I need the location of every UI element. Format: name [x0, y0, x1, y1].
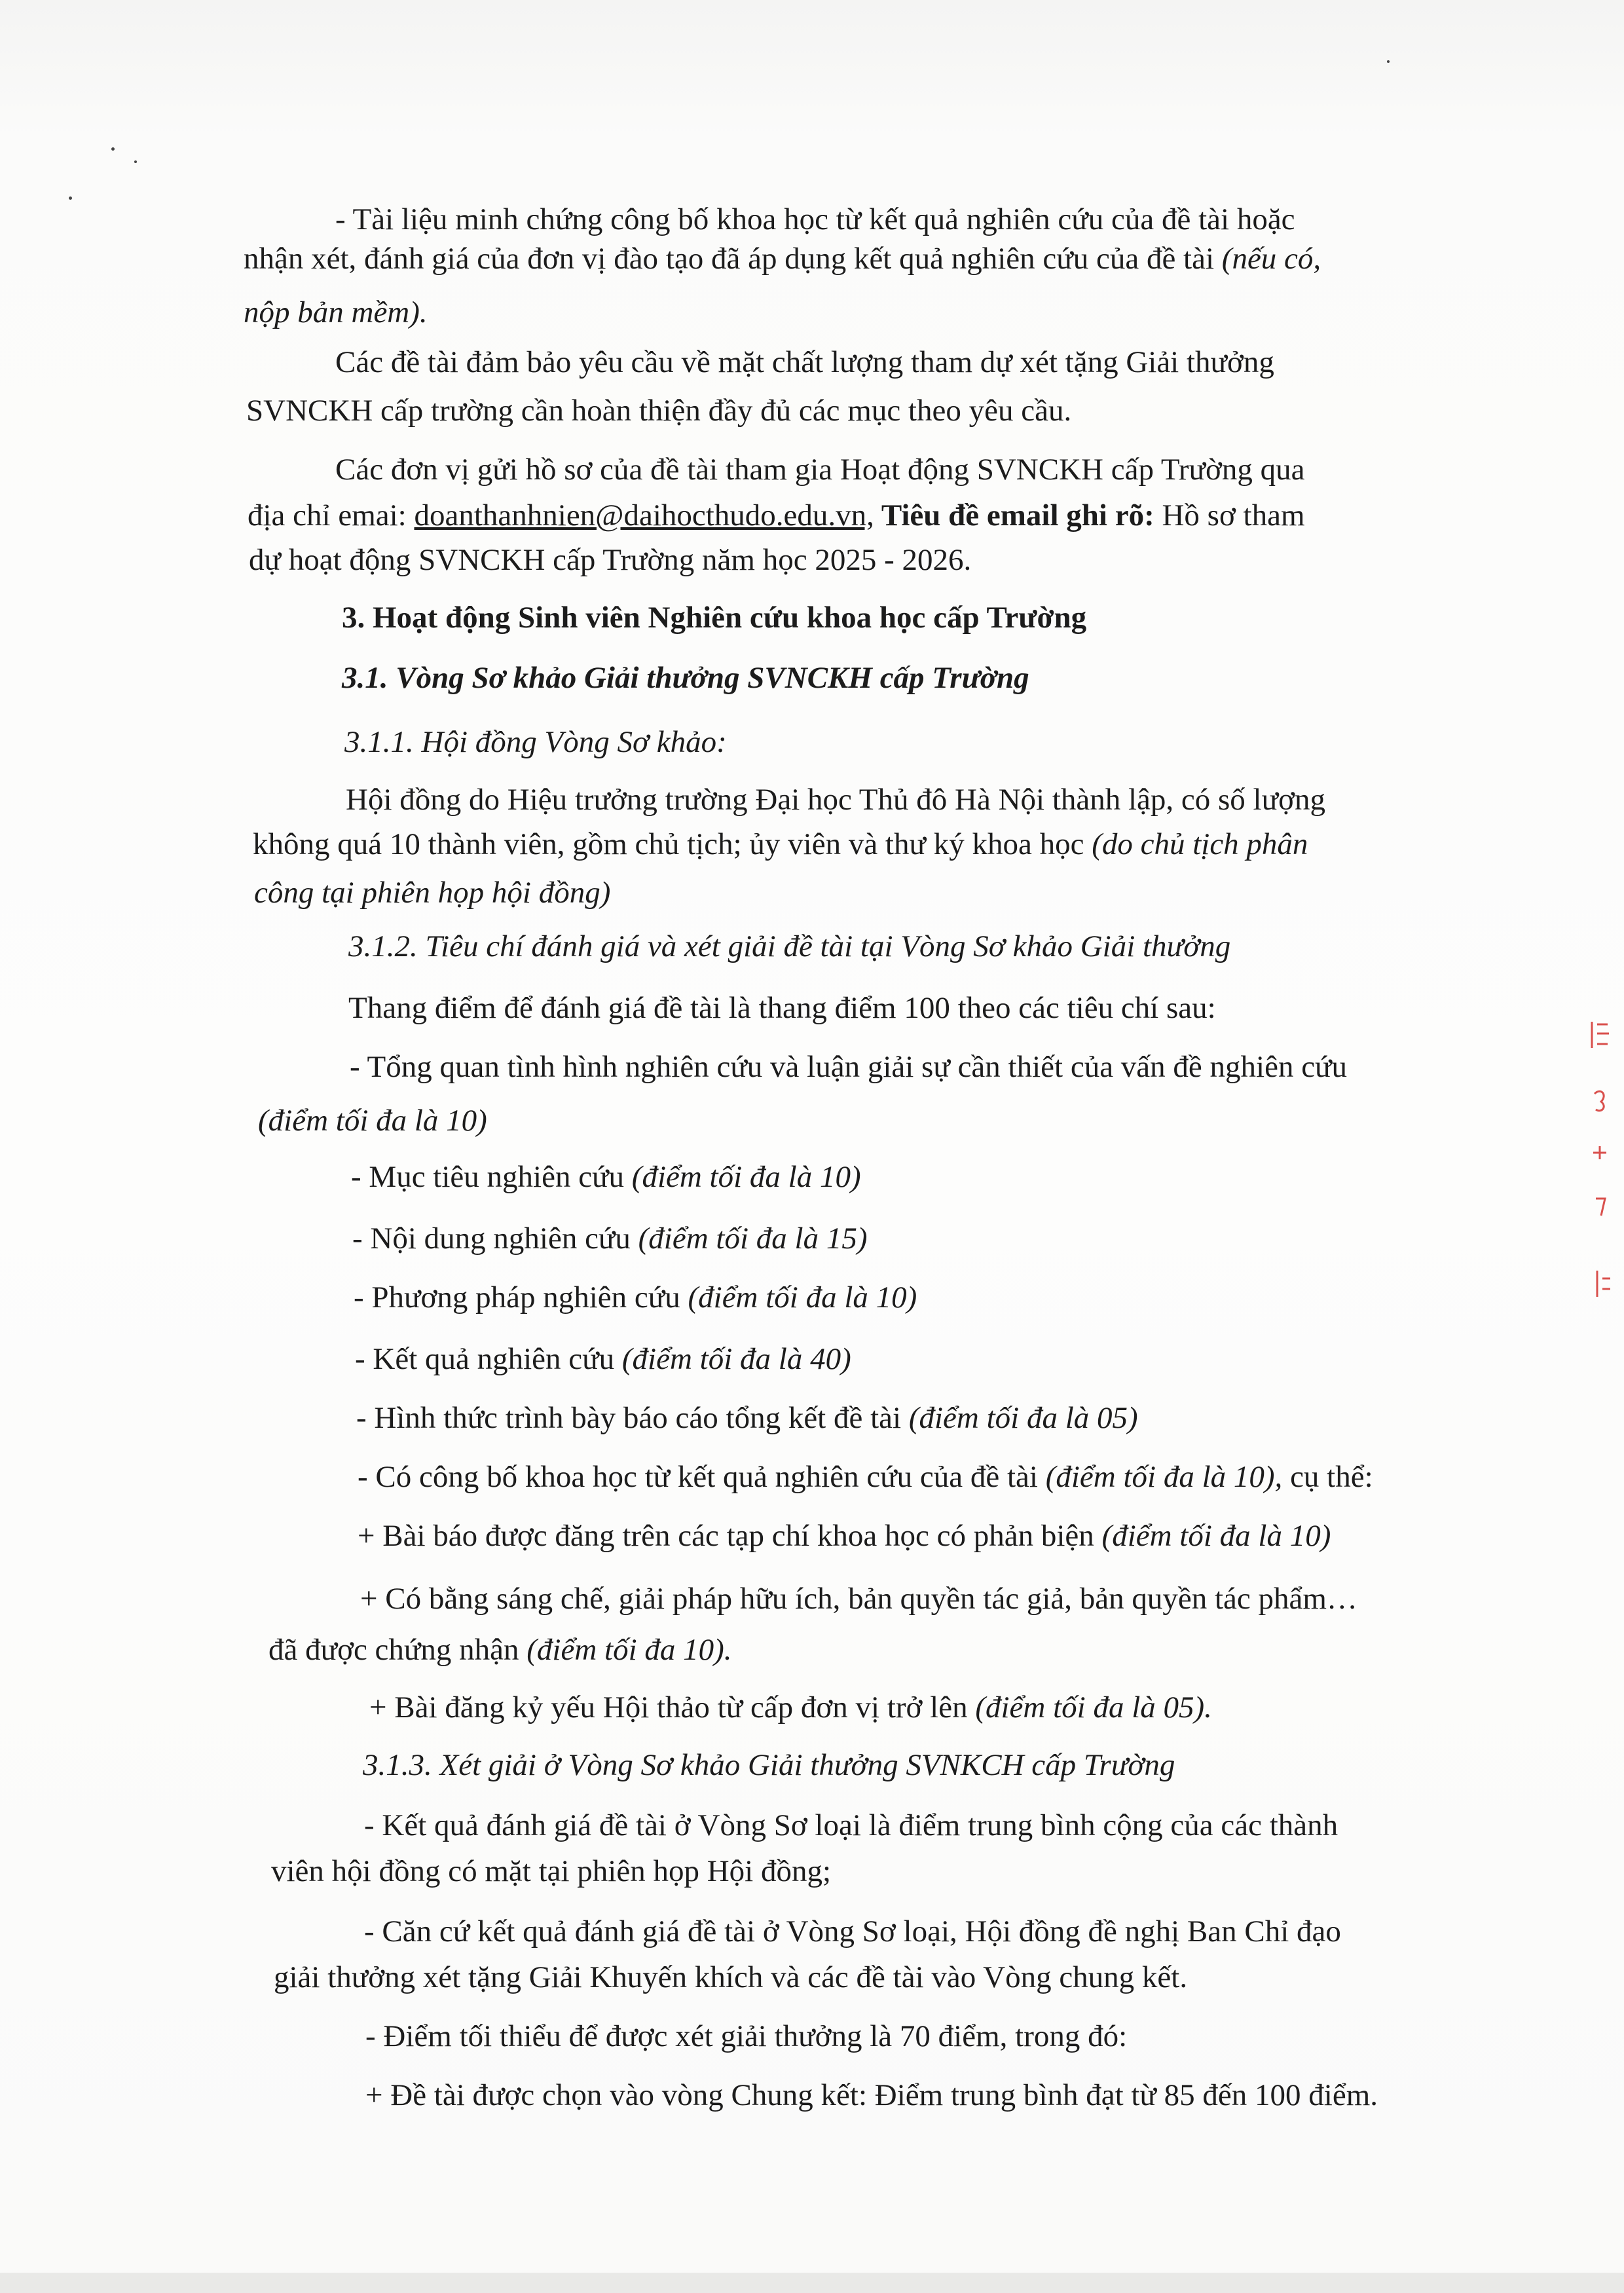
text-run: địa chỉ emai: [248, 498, 415, 532]
text-line: - Căn cứ kết quả đánh giá đề tài ở Vòng Sơ loại, Hội đồng đề nghị Ban Chỉ đạo [364, 1914, 1341, 1948]
section-heading: 3. Hoạt động Sinh viên Nghiên cứu khoa học cấp Trường [342, 601, 1087, 635]
stamp-marks [1588, 1022, 1614, 1297]
text-line: - Kết quả đánh giá đề tài ở Vòng Sơ loại là điểm trung bình cộng của các thành [364, 1808, 1338, 1842]
subsubsection-heading: 3.1.2. Tiêu chí đánh giá và xét giải đề tài tại Vòng Sơ khảo Giải thưởng [348, 929, 1231, 963]
text-run: - Mục tiêu nghiên cứu [351, 1160, 632, 1194]
text-line: Các đơn vị gửi hồ sơ của đề tài tham gia Hoạt động SVNCKH cấp Trường qua [335, 453, 1305, 487]
text-run-italic: (điểm tối đa là 10) [688, 1280, 917, 1314]
text-run: đã được chứng nhận [268, 1633, 527, 1667]
text-line: Hội đồng do Hiệu trưởng trường Đại học Thủ đô Hà Nội thành lập, có số lượng [346, 783, 1325, 817]
text-run-italic: (điểm tối đa 10). [526, 1633, 732, 1667]
criterion-line: + Có bằng sáng chế, giải pháp hữu ích, bản quyền tác giả, bản quyền tác phẩm… [360, 1582, 1357, 1616]
text-line: - Điểm tối thiểu để được xét giải thưởng là 70 điểm, trong đó: [365, 2019, 1128, 2053]
text-line: dự hoạt động SVNCKH cấp Trường năm học 2025 - 2026. [249, 543, 972, 577]
text-run: nhận xét, đánh giá của đơn vị đào tạo đã áp dụng kết quả nghiên cứu của đề tài [244, 242, 1222, 276]
text-run: - Có công bố khoa học từ kết quả nghiên cứu của đề tài [358, 1460, 1046, 1494]
text-line: Các đề tài đảm bảo yêu cầu về mặt chất lượng tham dự xét tặng Giải thưởng [335, 345, 1274, 379]
email-link[interactable]: doanthanhnien@daihocthudo.edu.vn, [414, 498, 874, 532]
subsection-heading: 3.1. Vòng Sơ khảo Giải thưởng SVNCKH cấp Trường [342, 661, 1029, 695]
text-run-italic: (do chủ tịch phân [1092, 827, 1308, 861]
text-line: công tại phiên họp hội đồng) [254, 876, 611, 910]
text-line [244, 240, 1321, 278]
text-run-italic: (điểm tối đa là 10) [631, 1160, 861, 1194]
scan-speck [134, 160, 137, 163]
scan-speck [111, 147, 115, 151]
text-run: không quá 10 thành viên, gồm chủ tịch; ủy viên và thư ký khoa học [253, 827, 1092, 861]
text-line: viên hội đồng có mặt tại phiên họp Hội đồng; [271, 1854, 832, 1888]
subsubsection-heading: 3.1.1. Hội đồng Vòng Sơ khảo: [344, 725, 727, 759]
text-run-italic: (điểm tối đa là 05). [975, 1690, 1212, 1724]
criterion-line [268, 1631, 732, 1669]
subsubsection-heading: 3.1.3. Xét giải ở Vòng Sơ khảo Giải thưởng SVNKCH cấp Trường [363, 1748, 1175, 1782]
text-line: - Tài liệu minh chứng công bố khoa học từ kết quả nghiên cứu của đề tài hoặc [335, 202, 1295, 236]
text-line: nộp bản mềm). [244, 295, 428, 329]
criterion-line [358, 1517, 1331, 1555]
text-run: cụ thể: [1282, 1460, 1373, 1494]
text-run: Hồ sơ tham [1154, 498, 1305, 532]
text-run-italic: (điểm tối đa là 10) [1101, 1519, 1331, 1553]
text-run: - Phương pháp nghiên cứu [354, 1280, 688, 1314]
criterion-line [356, 1399, 1138, 1437]
criterion-line [355, 1340, 851, 1378]
criterion-line [358, 1458, 1373, 1496]
criterion-line [352, 1220, 868, 1258]
text-line: giải thưởng xét tặng Giải Khuyến khích và các đề tài vào Vòng chung kết. [274, 1960, 1188, 1994]
scan-bottom-edge [0, 2273, 1624, 2293]
text-run-italic: (điểm tối đa là 15) [638, 1221, 868, 1256]
text-line [253, 825, 1308, 863]
text-line [248, 496, 1305, 534]
text-line: Thang điểm để đánh giá đề tài là thang điểm 100 theo các tiêu chí sau: [348, 991, 1216, 1025]
scan-speck [69, 196, 72, 200]
criterion-line [351, 1158, 861, 1196]
text-run-italic: (điểm tối đa là 40) [621, 1342, 851, 1376]
criterion-line: - Tổng quan tình hình nghiên cứu và luận giải sự cần thiết của vấn đề nghiên cứu [350, 1050, 1348, 1084]
scan-speck [1387, 60, 1390, 63]
criterion-line: (điểm tối đa là 10) [258, 1104, 487, 1138]
text-line: + Đề tài được chọn vào vòng Chung kết: Điểm trung bình đạt từ 85 đến 100 điểm. [365, 2078, 1378, 2112]
criterion-line [369, 1688, 1212, 1726]
criterion-line [354, 1278, 917, 1316]
red-stamp-fragment [1598, 1022, 1624, 1297]
text-run-bold: Tiêu đề email ghi rõ: [874, 498, 1154, 532]
text-run: + Bài đăng kỷ yếu Hội thảo từ cấp đơn vị trở lên [369, 1690, 976, 1724]
text-run: + Bài báo được đăng trên các tạp chí khoa học có phản biện [358, 1519, 1102, 1553]
text-run-italic: (điểm tối đa là 10), [1045, 1460, 1283, 1494]
text-run-italic: (điểm tối đa là 05) [908, 1401, 1138, 1435]
text-run: - Kết quả nghiên cứu [355, 1342, 622, 1376]
text-line: SVNCKH cấp trường cần hoàn thiện đầy đủ các mục theo yêu cầu. [246, 394, 1072, 428]
text-run: - Hình thức trình bày báo cáo tổng kết đề tài [356, 1401, 909, 1435]
text-run: - Nội dung nghiên cứu [352, 1221, 638, 1256]
text-run-italic: (nếu có, [1221, 242, 1321, 276]
